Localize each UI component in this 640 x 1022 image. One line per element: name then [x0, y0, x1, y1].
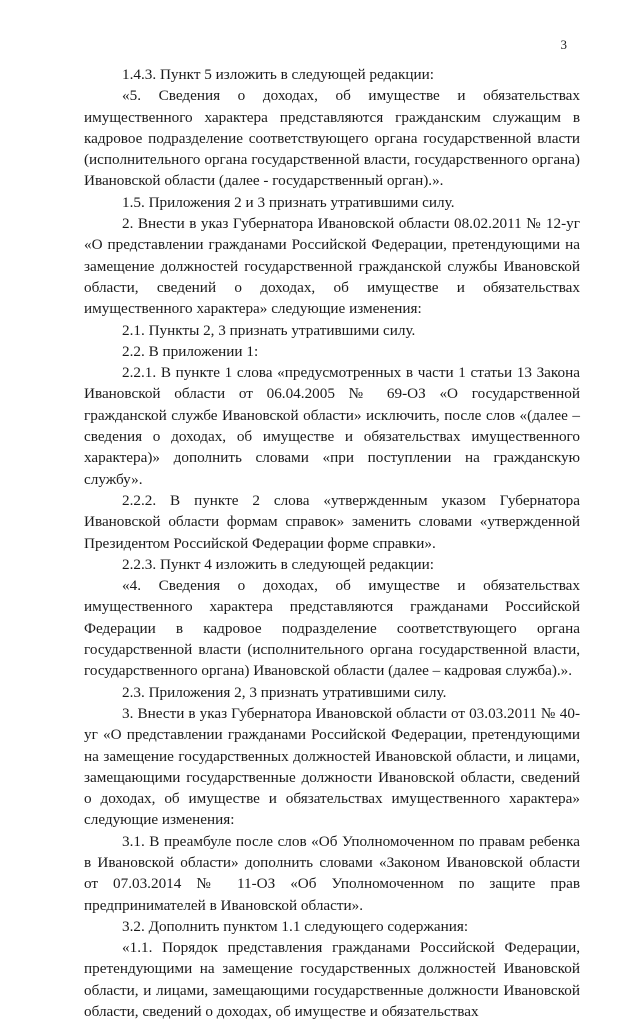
- paragraph-2-2-1: 2.2.1. В пункте 1 слова «предусмотренных в части 1 статьи 13 Закона Ивановской области от 06.04.2005 № 69-ОЗ «О государственной гражданской службе Ивановской области» исключить, после слов «(далее – сведения о доходах, об имуществе и обязательствах имущественного характера)» дополнить словами «при поступлении на гражданскую службу».: [84, 364, 580, 488]
- page-number: 3: [560, 37, 567, 52]
- paragraph-2: 2. Внести в указ Губернатора Ивановской области 08.02.2011 № 12-уг «О представлении гражданами Российской Федерации, претендующими на замещение должностей государственной гражданской службы Ивановской области, сведений о доходах, об имуществе и обязательствах имущественного характера» следующие изменения:: [84, 215, 580, 318]
- document-body: [84, 64, 580, 1022]
- paragraph-3-1: 3.1. В преамбуле после слов «Об Уполномоченном по правам ребенка в Ивановской области» дополнить словами «Законом Ивановской области от 07.03.2014 № 11-ОЗ «Об Уполномоченном по защите прав предпринимателей в Ивановской области».: [84, 832, 580, 914]
- paragraph-2-2-3: 2.2.3. Пункт 4 изложить в следующей редакции:: [122, 555, 435, 573]
- paragraph-2-1: 2.1. Пункты 2, 3 признать утратившими силу.: [122, 321, 416, 339]
- paragraph-quote-1-1: «1.1. Порядок представления гражданами Российской Федерации, претендующими на замещение государственных должностей Ивановской области, и лицами, замещающими государственные должности Ивановской области, сведений о доходах, об имуществе и обязательствах: [84, 939, 580, 1021]
- paragraph-2-2-2: 2.2.2. В пункте 2 слова «утвержденным указом Губернатора Ивановской области формам справок» заменить словами «утвержденной Президентом Российской Федерации форме справки».: [84, 491, 580, 552]
- paragraph-3: 3. Внести в указ Губернатора Ивановской области от 03.03.2011 № 40-уг «О представлении гражданами Российской Федерации, претендующими на замещение государственных должностей Ивановской области, и лицами, замещающими государственные должности Ивановской области, сведений о доходах, об имуществе и обязательствах имущественного характера» следующие изменения:: [84, 704, 580, 829]
- paragraph-1-5: 1.5. Приложения 2 и 3 признать утратившими силу.: [122, 193, 455, 211]
- paragraph-2-3: 2.3. Приложения 2, 3 признать утратившими силу.: [122, 683, 447, 701]
- paragraph-1-4-3: 1.4.3. Пункт 5 изложить в следующей редакции:: [122, 66, 435, 83]
- paragraph-2-2: 2.2. В приложении 1:: [122, 342, 259, 360]
- paragraph-quote-5: «5. Сведения о доходах, об имуществе и обязательствах имущественного характера представляются гражданским служащим в кадровое подразделение соответствующего органа государственной власти (исполнительного органа государственной власти, государственного органа) Ивановской области (далее - государственный орган).».: [84, 87, 580, 190]
- paragraph-3-2: 3.2. Дополнить пунктом 1.1 следующего содержания:: [122, 917, 469, 935]
- paragraph-quote-4: «4. Сведения о доходах, об имуществе и обязательствах имущественного характера представляются гражданами Российской Федерации в кадровое подразделение соответствующего органа государственной власти (исполнительного органа государственной власти, государственного органа) Ивановской области (далее – кадровая служба).».: [84, 577, 580, 680]
